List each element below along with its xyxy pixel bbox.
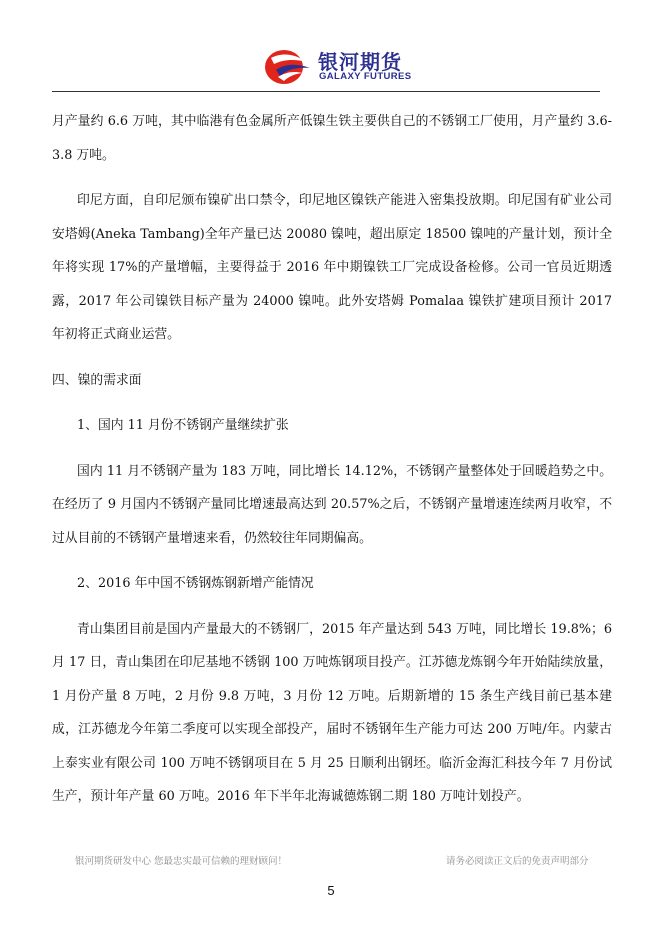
brand-name-en: GALAXY FUTURES [319,71,412,82]
subheading-new-capacity: 2、2016 年中国不锈钢炼钢新增产能情况 [77,576,314,591]
subheading-stainless-output: 1、国内 11 月份不锈钢产量继续扩张 [77,418,289,433]
footer-slogan: 银河期货研发中心 您最忠实最可信赖的理财顾问！ [75,856,288,867]
paragraph-stainless-output: 国内 11 月不锈钢产量为 183 万吨，同比增长 14.12%，不锈钢产量整体处于回暖趋势之中。在经历了 9 月国内不锈钢产量同比增速最高达到 20.57%之后，不锈钢产量增速连续两月收窄，不过从目前的不锈钢产量增速来看，仍然较往年同期偏高。 [52,463,612,546]
paragraph-continued: 月产量约 6.6 万吨，其中临港有色金属所产低镍生铁主要供自己的不锈钢工厂使用，月产量约 3.6-3.8 万吨。 [52,114,612,163]
footer-disclaimer-note: 请务必阅读正文后的免责声明部分 [446,856,589,867]
document-body [52,105,612,814]
page-header [0,0,662,92]
galaxy-futures-logo-icon [262,46,312,86]
page-number: 5 [327,883,335,898]
header-divider [52,91,600,92]
paragraph-indonesia: 印尼方面，自印尼颁布镍矿出口禁令，印尼地区镍铁产能进入密集投放期。印尼国有矿业公司安塔姆(Aneka Tambang)全年产量已达 20080 镍吨，超出原定 18500 镍吨的产量计划，预计全年将实现 17%的产量增幅，主要得益于 2016 年中期镍铁工厂完成设备检修。公司一官员近期透露，2017 年公司镍铁目标产量为 24000 镍吨。此外安塔姆 Pomalaa 镍铁扩建项目预计 2017 年初将正式商业运营。 [52,193,612,342]
paragraph-new-capacity: 青山集团目前是国内产量最大的不锈钢厂，2015 年产量达到 543 万吨，同比增长 19.8%；6 月 17 日，青山集团在印尼基地不锈钢 100 万吨炼钢项目投产。江苏德龙炼钢今年开始陆续放量，1 月份产量 8 万吨，2 月份 9.8 万吨，3 月份 12 万吨。后期新增的 15 条生产线目前已基本建成，江苏德龙今年第二季度可以实现全部投产，届时不锈钢年生产能力可达 200 万吨/年。内蒙古上泰实业有限公司 100 万吨不锈钢项目在 5 月 25 日顺利出钢坯。临沂金海汇科技今年 7 月份试生产，预计年产量 60 万吨。2016 年下半年北海诚德炼钢二期 180 万吨计划投产。 [52,621,612,804]
section-heading-demand: 四、镍的需求面 [52,372,142,388]
brand-name-cn: 银河期货 [318,50,402,74]
